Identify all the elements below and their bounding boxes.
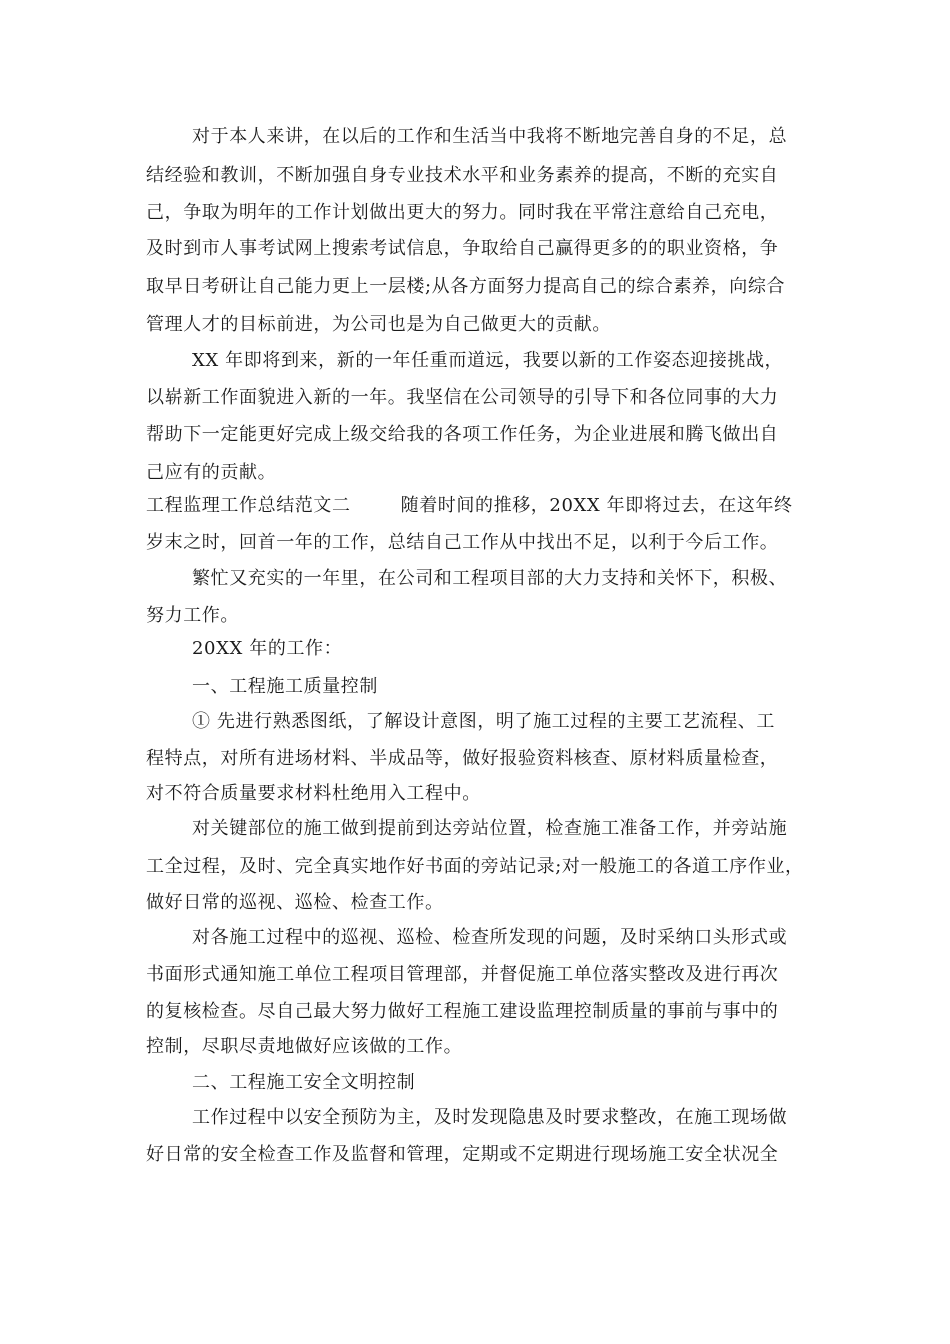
- paragraph-line: 己应有的贡献。: [146, 462, 277, 483]
- paragraph-line: 书面形式通知施工单位工程项目管理部，并督促施工单位落实整改及进行再次: [146, 964, 779, 985]
- paragraph-line: 好日常的安全检查工作及监督和管理，定期或不定期进行现场施工安全状况全: [146, 1144, 779, 1165]
- paragraph-line: 20XX 年的工作：: [192, 638, 343, 659]
- paragraph-line: ① 先进行熟悉图纸，了解设计意图，明了施工过程的主要工艺流程、工: [192, 711, 775, 732]
- heading-continuation: 随着时间的推移，20XX 年即将过去，在这年终: [400, 495, 793, 516]
- paragraph-line: 及时到市人事考试网上搜索考试信息，争取给自己赢得更多的的职业资格，争: [146, 238, 779, 259]
- paragraph-line: 岁末之时，回首一年的工作，总结自己工作从中找出不足，以利于今后工作。: [146, 532, 779, 553]
- paragraph-line: 繁忙又充实的一年里，在公司和工程项目部的大力支持和关怀下，积极、: [192, 568, 788, 589]
- paragraph-line: 对关键部位的施工做到提前到达旁站位置，检查施工准备工作，并旁站施: [192, 818, 788, 839]
- paragraph-line: 做好日常的巡视、巡检、检查工作。: [146, 892, 444, 913]
- paragraph-line: 对于本人来讲，在以后的工作和生活当中我将不断地完善自身的不足，总: [192, 126, 788, 147]
- paragraph-line: 工作过程中以安全预防为主，及时发现隐患及时要求整改，在施工现场做: [192, 1107, 788, 1128]
- subheading: 二、工程施工安全文明控制: [192, 1072, 416, 1093]
- paragraph-line: 工全过程，及时、完全真实地作好书面的旁站记录;对一般施工的各道工序作业，: [146, 856, 804, 877]
- paragraph-line: 对不符合质量要求材料杜绝用入工程中。: [146, 783, 481, 804]
- paragraph-line: 控制，尽职尽责地做好应该做的工作。: [146, 1036, 463, 1057]
- paragraph-line: 取早日考研让自己能力更上一层楼;从各方面努力提高自己的综合素养，向综合: [146, 276, 786, 297]
- paragraph-line: 帮助下一定能更好完成上级交给我的各项工作任务，为企业进展和腾飞做出自: [146, 424, 779, 445]
- section-heading-line: [146, 494, 826, 518]
- paragraph-line: 对各施工过程中的巡视、巡检、检查所发现的问题，及时采纳口头形式或: [192, 927, 788, 948]
- paragraph-line: 以崭新工作面貌进入新的一年。我坚信在公司领导的引导下和各位同事的大力: [146, 387, 779, 408]
- paragraph-line: 己，争取为明年的工作计划做出更大的努力。同时我在平常注意给自己充电，: [146, 202, 779, 223]
- paragraph-line: 结经验和教训，不断加强自身专业技术水平和业务素养的提高，不断的充实自: [146, 165, 779, 186]
- subheading: 一、工程施工质量控制: [192, 676, 378, 697]
- section-heading: 工程监理工作总结范文二: [146, 495, 351, 516]
- paragraph-line: XX 年即将到来，新的一年任重而道远，我要以新的工作姿态迎接挑战，: [192, 350, 784, 371]
- paragraph-line: 努力工作。: [146, 605, 239, 626]
- paragraph-line: 程特点，对所有进场材料、半成品等，做好报验资料核查、原材料质量检查，: [146, 748, 779, 769]
- paragraph-line: 管理人才的目标前进，为公司也是为自己做更大的贡献。: [146, 314, 611, 335]
- paragraph-line: 的复核检查。尽自己最大努力做好工程施工建设监理控制质量的事前与事中的: [146, 1001, 779, 1022]
